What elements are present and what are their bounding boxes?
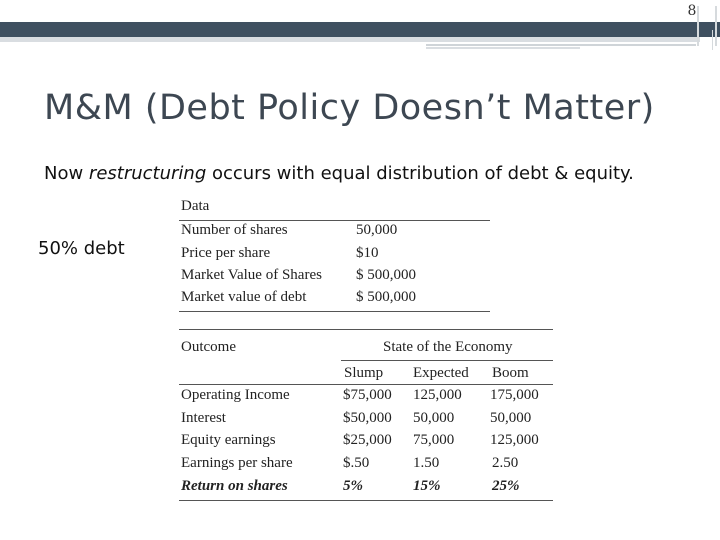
data-table-header: Data bbox=[181, 198, 210, 214]
outcome-column-header: Expected bbox=[413, 365, 469, 381]
data-row-value: 50,000 bbox=[356, 222, 398, 238]
outcome-table-top-rule bbox=[179, 329, 553, 330]
outcome-header-left: Outcome bbox=[181, 339, 236, 355]
outcome-row-label-return: Return on shares bbox=[181, 478, 288, 494]
outcome-cell: 1.50 bbox=[413, 455, 440, 471]
outcome-column-header: Slump bbox=[344, 365, 384, 381]
data-row-label: Market Value of Shares bbox=[181, 267, 322, 283]
subtitle-prefix: Now bbox=[44, 163, 89, 184]
outcome-row-label: Operating Income bbox=[181, 387, 290, 403]
outcome-cell: 50,000 bbox=[490, 410, 532, 426]
outcome-cell: $50,000 bbox=[343, 410, 392, 426]
data-row-label: Market value of debt bbox=[181, 289, 307, 305]
outcome-cell: $75,000 bbox=[343, 387, 392, 403]
subtitle-emphasis: restructuring bbox=[88, 163, 207, 184]
debt-ratio-label: 50% debt bbox=[38, 238, 125, 259]
data-row-value: $ 500,000 bbox=[356, 289, 416, 305]
outcome-cell-return: 5% bbox=[343, 478, 363, 494]
outcome-header-right: State of the Economy bbox=[383, 339, 513, 355]
outcome-cell-return: 25% bbox=[492, 478, 520, 494]
data-row-value: $ 500,000 bbox=[356, 267, 416, 283]
outcome-columns-rule bbox=[179, 384, 553, 385]
data-row-label: Number of shares bbox=[181, 222, 288, 238]
data-row-label: Price per share bbox=[181, 245, 271, 261]
outcome-cell: 75,000 bbox=[413, 432, 455, 448]
outcome-row-label: Earnings per share bbox=[181, 455, 293, 471]
outcome-row-label: Equity earnings bbox=[181, 432, 276, 448]
outcome-cell: $.50 bbox=[343, 455, 370, 471]
slide-number: 8 bbox=[687, 3, 697, 19]
outcome-column-header: Boom bbox=[492, 365, 529, 381]
outcome-cell: 2.50 bbox=[492, 455, 519, 471]
outcome-cell: 50,000 bbox=[413, 410, 455, 426]
outcome-cell: 125,000 bbox=[413, 387, 462, 403]
outcome-table-bottom-rule bbox=[179, 500, 553, 501]
outcome-cell-return: 15% bbox=[413, 478, 441, 494]
outcome-header-underline bbox=[341, 360, 553, 361]
outcome-row-label: Interest bbox=[181, 410, 226, 426]
subtitle-suffix: occurs with equal distribution of debt & equity. bbox=[206, 163, 634, 184]
outcome-cell: $25,000 bbox=[343, 432, 392, 448]
data-row-value: $10 bbox=[356, 245, 379, 261]
outcome-cell: 125,000 bbox=[490, 432, 539, 448]
slide-title: M&M (Debt Policy Doesn’t Matter) bbox=[44, 88, 655, 128]
outcome-cell: 175,000 bbox=[490, 387, 539, 403]
